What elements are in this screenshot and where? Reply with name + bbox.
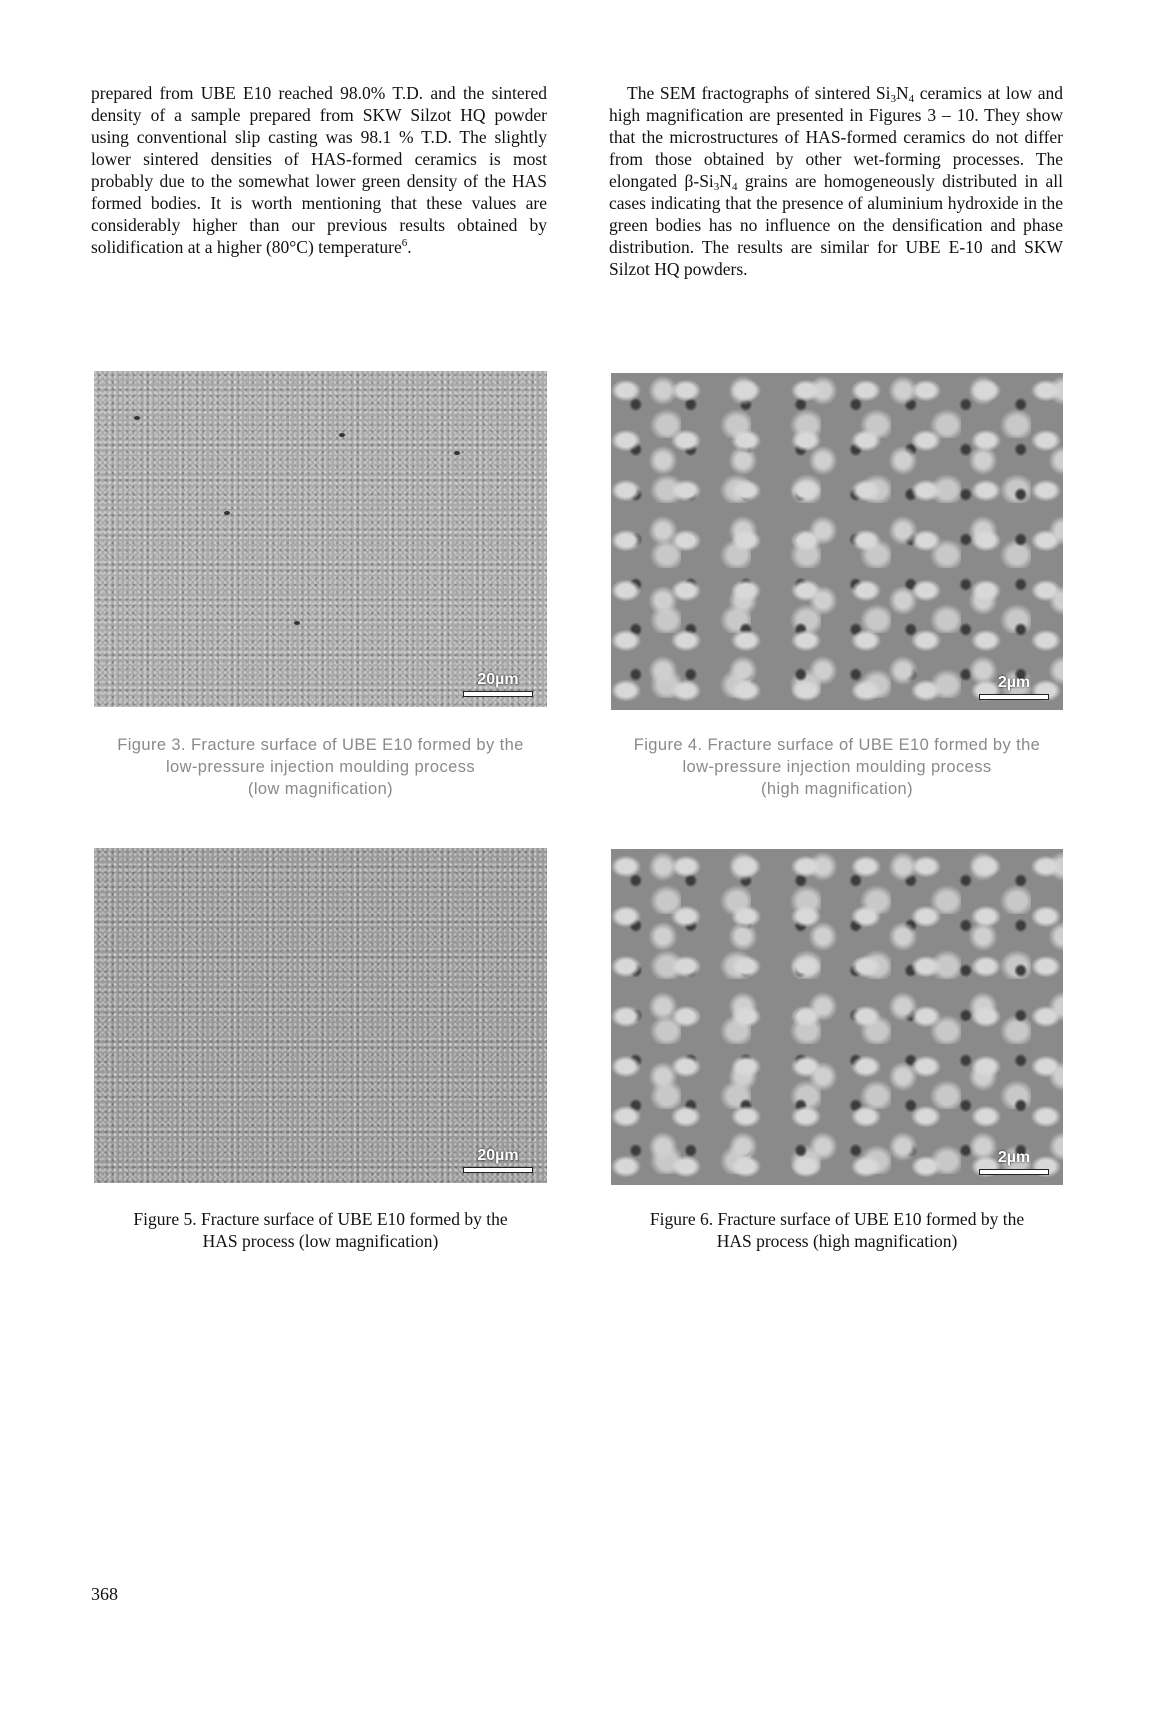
pore-mark — [134, 416, 140, 420]
pore-mark — [454, 451, 460, 455]
scale-line — [979, 1169, 1049, 1175]
scale-bar — [979, 1149, 1049, 1175]
pore-mark — [294, 621, 300, 625]
scale-bar — [463, 671, 533, 697]
right-paragraph-text: The SEM fractographs of sintered $Si_3N_4$ ceramics at low and high magnification are presented in Figures 3 – 10. They show that the microstructures of HAS-formed ceramics do not differ from those obtained by other wet-forming processes. The elongated $\beta-Si_3N_4$ grains are homogeneously distributed in all cases indicating that the presence of aluminium hydroxide in the green bodies has no influence on the densification and phase distribution. The results are similar for UBE E-10 and SKW Silzot HQ powders. — [609, 83, 1064, 279]
scale-line — [463, 1167, 533, 1173]
scale-line — [463, 691, 533, 697]
figure-6-sem-image — [611, 849, 1063, 1185]
scale-label: 20µm — [477, 671, 519, 688]
pore-mark — [224, 511, 230, 515]
figure-4-sem-image — [611, 373, 1063, 710]
reference-superscript: 6 — [401, 237, 408, 249]
page-number: 368 — [91, 1584, 118, 1604]
left-column-paragraph — [91, 82, 547, 258]
scale-label: 2µm — [997, 674, 1031, 691]
figure-4-caption: Figure 4. Fracture surface of UBE E10 formed by the low-pressure injection moulding process (high magnification) — [633, 736, 1041, 798]
figure-3-sem-image — [94, 371, 547, 707]
right-column-paragraph — [609, 82, 1063, 280]
pore-mark — [339, 433, 345, 437]
scale-line — [979, 694, 1049, 700]
scale-bar — [463, 1147, 533, 1173]
figure-5-sem-image — [94, 848, 547, 1183]
scale-label: 2µm — [997, 1149, 1031, 1166]
figure-6-caption: Figure 6. Fracture surface of UBE E10 formed by the HAS process (high magnification) — [649, 1209, 1025, 1251]
figure-5-caption: Figure 5. Fracture surface of UBE E10 formed by the HAS process (low magnification) — [133, 1209, 508, 1251]
scale-label: 20µm — [477, 1147, 519, 1164]
figure-3-caption: Figure 3. Fracture surface of UBE E10 formed by the low-pressure injection moulding process (low magnification) — [117, 736, 524, 798]
left-paragraph-text: prepared from UBE E10 reached 98.0% T.D. and the sintered density of a sample prepared from SKW Silzot HQ powder using conventional slip casting was 98.1 % T.D. The slightly lower sintered densities of HAS-formed ceramics is most probably due to the somewhat lower green density of the HAS formed bodies. It is worth mentioning that these values are considerably higher than our previous results obtained by solidification at a higher (80°C) temperature$^6$. — [91, 83, 547, 257]
scale-bar — [979, 674, 1049, 700]
